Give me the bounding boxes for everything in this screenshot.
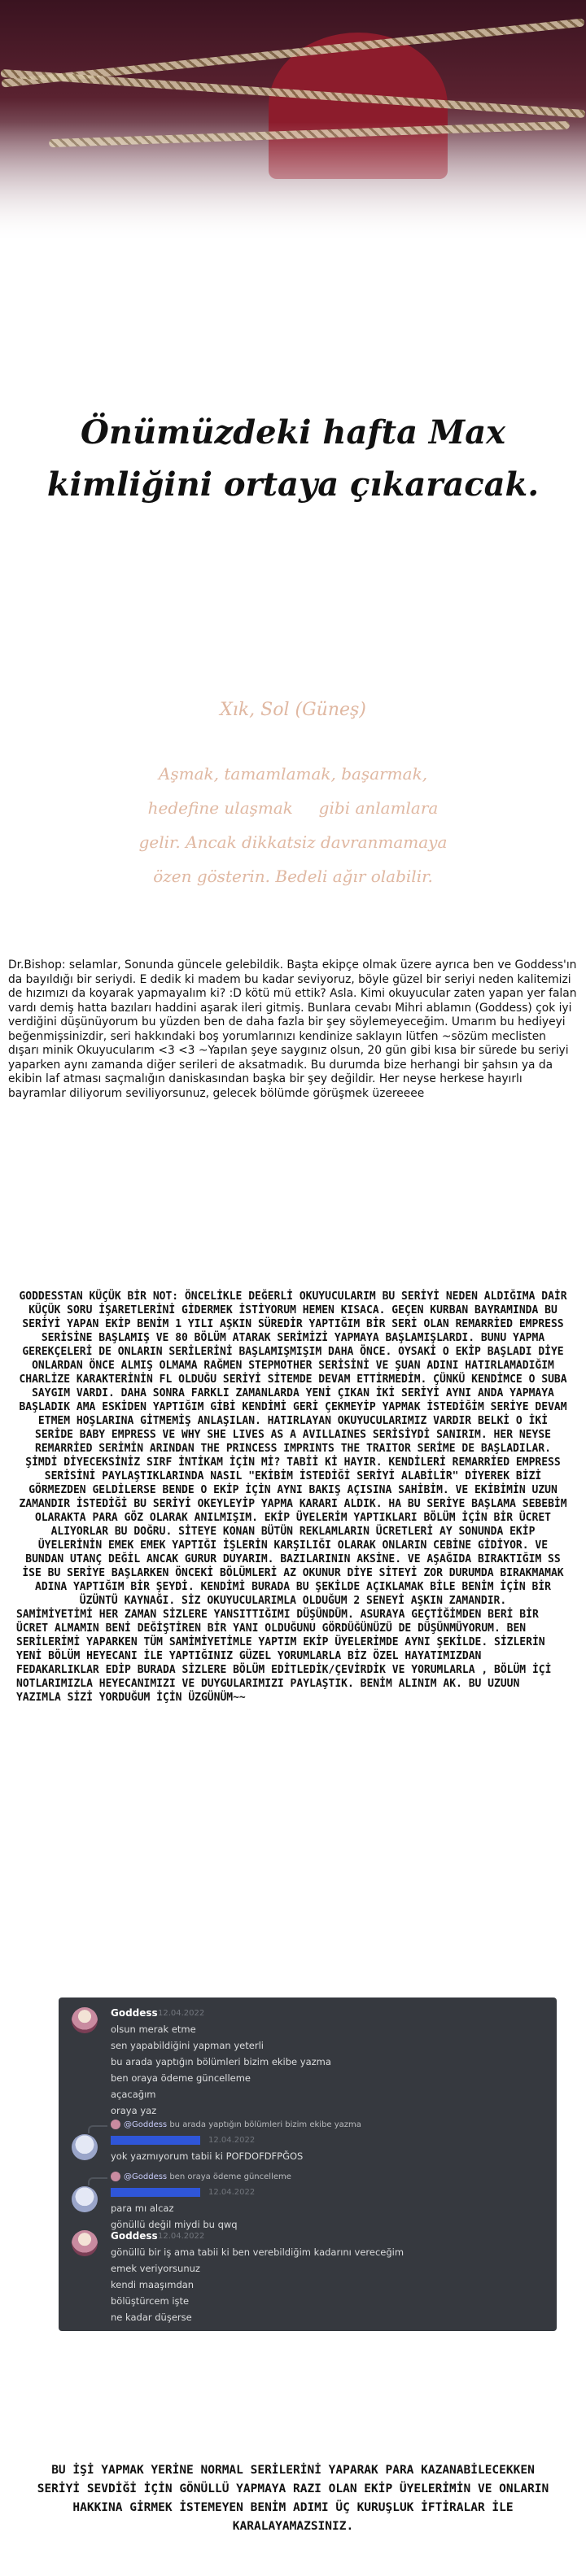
message-author: Goddess bbox=[111, 2230, 158, 2242]
discord-screenshot bbox=[59, 1997, 557, 2331]
goddess-note-paragraph: GODDESSTAN KÜÇÜK BİR NOT: ÖNCELİKLE DEĞERLİ OKUYUCULARIM BU SERİYİ NEDEN ALDIĞIMA DAİR KÜÇÜK SORU İŞARETLERİNİ GİDERMEK İSTİYORUM HEMEN KISACA. GEÇEN KURBAN BAYRAMINDA BU SERİYİ YAPAN EKİP BENİM 1 YILI AŞKIN SÜREDİR YAPTIĞIM BİR SERİ OLAN REMARRİED EMPRESS SERİSİNE BAŞLAMIŞ VE 80 BÖLÜM ATARAK SERİMİZİ YAPMAYA BAŞLAMIŞLARDI. BUNU YAPMA GEREKÇELERİ DE ONLARIN SERİLERİNİ BAŞLAMIŞMIŞIM DAHA ÖNCE. OYSAKİ O EKİP BAŞLADI DİYE ONLARDAN ÖNCE ALMIŞ OLMAMA RAĞMEN STEPMOTHER SERİSİNİ VE ŞUAN ADINI HATIRLAMADIĞIM CHARLİZE KARAKTERİNİN FL OLDUĞU SERİYİ SİTEMDE DEVAM ETTİRMEDİM. ÇÜNKÜ KENDİMCE O SUBA SAYGIM VARDI. DAHA SONRA FARKLI ZAMANLARDA YENİ ÇIKAN İKİ SERİYİ AYNI ANDA YAPMAYA BAŞLADIK AMA ESKİDEN YAPTIĞIM GİBİ KENDİMİ GERİ ÇEKMEYİP YAPMAK İSTEDİĞİM SERİYE DEVAM ETMEM HOŞLARINA GİTMEMİŞ ANLAŞILAN. HATIRLAYAN OKUYUCULARIMIZ VARDIR BELKİ O İKİ SERİDE BABY EMPRESS VE WHY SHE LIVES AS A AVILLAINES SERİSİYDİ SANIRIM. HER NEYSE REMARRİED SERİMİN ARINDAN THE PRINCESS IMPRINTS THE TRAITOR SERİME DE BAŞLADILAR. ŞİMDİ DİYECEKSİNİZ SIRF İNTİKAM İÇİN Mİ? TABİİ Kİ HAYIR. KENDİLERİ REMARRİED EMPRESS SERİSİNİ PAYLAŞTIKLARINDA NASIL "EKİBİM İSTEDİĞİ SERİYİ ALABİLİR" DİYEREK BİZİ GÖRMEZDEN GELDİLERSE BENDE O EKİP İÇİN AYNI BAKIŞ AÇISINA SAHİBİM. VE EKİBİMİN UZUN ZAMANDIR İSTEDİĞİ BU SERİYİ OKEYLEYİP YAPMA KARARI ALDIK. HA BU SERİYE BAŞLAMA SEBEBİM OLARAKTA PARA GÖZ OLARAK ANILMIŞIM. EKİP ÜYELERİM YAPTIKLARI BÖLÜM İÇİN BİR ÜCRET ALIYORLAR BU DOĞRU. SİTEYE KONAN BÜTÜN REKLAMLARIN ÜCRETLERİ AY SONUNDA EKİP ÜYELERİNİN EMEK EMEK YAPTIĞI İŞLERİN KARŞILIĞI OLARAK ONLARIN CEBİNE GİDİYOR. VE BUNDAN UTANÇ DEĞİL ANCAK GURUR DUYARIM. BAZILARININ AKSİNE. VE AŞAĞIDA BIRAKTIĞIM SS İSE BU SERİYE BAŞLARKEN ÖNCEKİ BÖLÜMLERİ AZ OKUNUR DİYE SİTEYİ ZOR DURUMDA BIRAKMAMAK ADINA YAPTIĞIM BİR ŞEYDİ. KENDİMİ BURADA BU ŞEKİLDE AÇIKLAMAK BİLE BENİM İÇİN BİR ÜZÜNTÜ KAYNAĞI. SİZ OKUYUCULARIMLA OLDUĞUM 2 SENEYİ AŞKIN ZAMANDIR. bbox=[19, 1290, 567, 1607]
redacted-username bbox=[111, 2136, 200, 2145]
footer-note: BU İŞİ YAPMAK YERİNE NORMAL SERİLERİNİ YAPARAK PARA KAZANABİLECEKKEN SERİYİ SEVDİĞİ İÇİN GÖNÜLLÜ YAPMAYA RAZI OLAN EKİP ÜYELERİMİN VE ONLARIN HAKKINA GİRMEK İSTEMEYEN BENİM ADIMI ÜÇ KURUŞLUK İFTİRALAR İLE KARALAYAMAZSINIZ. bbox=[37, 2464, 549, 2533]
avatar bbox=[72, 2007, 98, 2033]
avatar bbox=[72, 2134, 98, 2160]
reply-reference bbox=[111, 2172, 291, 2181]
message-line: kendi maaşımdan bbox=[111, 2279, 195, 2290]
reply-text: bu arada yaptığın bölümleri bizim ekibe yazma bbox=[169, 2120, 361, 2129]
message-time: 12.04.2022 bbox=[158, 2232, 205, 2241]
avatar bbox=[72, 2186, 98, 2212]
message-line: olsun merak etme bbox=[111, 2024, 196, 2035]
motto-line: hedefine ulaşmak gibi anlamlara bbox=[147, 798, 439, 818]
motto-line: Aşmak, tamamlamak, başarmak, bbox=[158, 764, 428, 784]
message-time: 12.04.2022 bbox=[208, 2136, 256, 2145]
redacted-username bbox=[111, 2188, 200, 2197]
message-line: bölüştürcem işte bbox=[111, 2295, 190, 2307]
credit-motto bbox=[49, 757, 537, 893]
announcement-line: Önümüzdeki hafta Max bbox=[81, 413, 505, 452]
avatar bbox=[111, 2172, 120, 2181]
reply-spine bbox=[88, 2177, 107, 2185]
message-author: Goddess bbox=[111, 2007, 158, 2019]
reply-reference bbox=[111, 2120, 361, 2129]
message-line: açacağım bbox=[111, 2089, 156, 2100]
goddess-note bbox=[16, 1290, 570, 1705]
goddess-note-paragraph: SAMİMİYETİMİ HER ZAMAN SİZLERE YANSITTIĞIMI DÜŞÜNDÜM. ASURAYA GEÇTİĞİMDEN BERİ BİR ÜCRET ALMAMIN BENİ DEĞİŞTİREN BİR YANI OLDUĞUNU GÖRDÜĞÜNÜZÜ DE DÜŞÜNMÜYORUM. BEN SERİLERİMİ YAPARKEN TÜM SAMİMİYETİMLE YAPTIM EKİP ÜYELERİMDE AYNI ŞEKİLDE. SİZLERİN YENİ BÖLÜM HEYECANI İLE YAPTIĞINIZ GÜZEL YORUMLARLA BİZ ÖZEL HAYATIMIZDAN FEDAKARLIKLAR EDİP BURADA SİZLERE BÖLÜM EDİTLEDİK/ÇEVİRDİK VE YORUMLARLA , BÖLÜM İÇİ NOTLARIMIZLA HEYECANIMIZI VE DUYGULARIMIZI PAYLAŞTIK. BENİM ALINIM AK. BU UZUUN YAZIMLA SİZİ YORDUĞUM İÇİN ÜZGÜNÜM~~ bbox=[16, 1609, 552, 1704]
message-line: para mı alcaz bbox=[111, 2203, 174, 2214]
avatar bbox=[111, 2120, 120, 2129]
message-line: oraya yaz bbox=[111, 2105, 157, 2116]
reply-spine bbox=[88, 2125, 107, 2133]
message-time: 12.04.2022 bbox=[208, 2188, 256, 2197]
message-line: ben oraya ödeme güncelleme bbox=[111, 2072, 251, 2084]
hero-fade bbox=[0, 122, 586, 244]
hero-artwork bbox=[0, 0, 586, 244]
reply-text: ben oraya ödeme güncelleme bbox=[169, 2172, 291, 2181]
message-time: 12.04.2022 bbox=[158, 2009, 205, 2018]
message-line: bu arada yaptığın bölümleri bizim ekibe yazma bbox=[111, 2056, 331, 2067]
credit-name: Xık, Sol (Güneş) bbox=[220, 700, 366, 720]
message-line: gönüllü bir iş ama tabii ki ben verebildiğim kadarını vereceğim bbox=[111, 2246, 405, 2258]
avatar bbox=[72, 2230, 98, 2256]
message-line: sen yapabildiğini yapman yeterli bbox=[111, 2040, 264, 2051]
reply-mention: @Goddess bbox=[124, 2120, 168, 2129]
reply-mention: @Goddess bbox=[124, 2172, 168, 2181]
motto-line: özen gösterin. Bedeli ağır olabilir. bbox=[153, 867, 433, 886]
message-line: yok yazmıyorum tabii ki POFDOFDFPĞOS bbox=[111, 2150, 304, 2162]
motto-line: gelir. Ancak dikkatsiz davranmamaya bbox=[138, 832, 448, 852]
announcement-line: kimliğini ortaya çıkaracak. bbox=[46, 465, 540, 504]
message-line: ne kadar düşerse bbox=[111, 2312, 192, 2323]
message-line: emek veriyorsunuz bbox=[111, 2263, 200, 2274]
translator-note: Dr.Bishop: selamlar, Sonunda güncele gelebildik. Başta ekipçe olmak üzere ayrıca ben ve Goddess'ın da bayıldığı bir seriydi. E dedik ki madem bu kadar seviyoruz, böyle güzel bir seriyi neden kalitemizi de hızımızı da koyarak yapmayalım ki? :D kötü mü ettik? Asla. Kimi okuyucular zaten yapan yer falan vardı demiş hatta bazıları haddini aşarak ileri gitmiş. Bunlara cevabı Mihri ablamın (Goddess) çok iyi verdiğini düşünüyorum bu yüzden ben de daha fazla bir şey söylemeyeceğim. Umarım bu hediyeyi beğenmişsinizdir, seri hakkındaki boş yorumlarınızı kendinize saklayın lütfen ~sözüm meclisten dışarı minik Okuyucularım <3 <3 ~Yapılan şeye saygınız olsun, 20 gün gibi kısa bir sürede bu seriyi yaparken aynı zamanda diğer serileri de aksatmadık. Bu durumda bize herhangi bir şahsın ya da ekibin laf atması saçmalığın daniskasından başka bir şey değildir. Her neyse herkese hayırlı bayramlar diliyorum seviliyorsunuz, gelecek bölümde görüşmek üzereeee bbox=[8, 958, 577, 1100]
message-line: gönüllü değil miydi bu qwq bbox=[111, 2219, 238, 2230]
announcement-text bbox=[33, 407, 553, 511]
